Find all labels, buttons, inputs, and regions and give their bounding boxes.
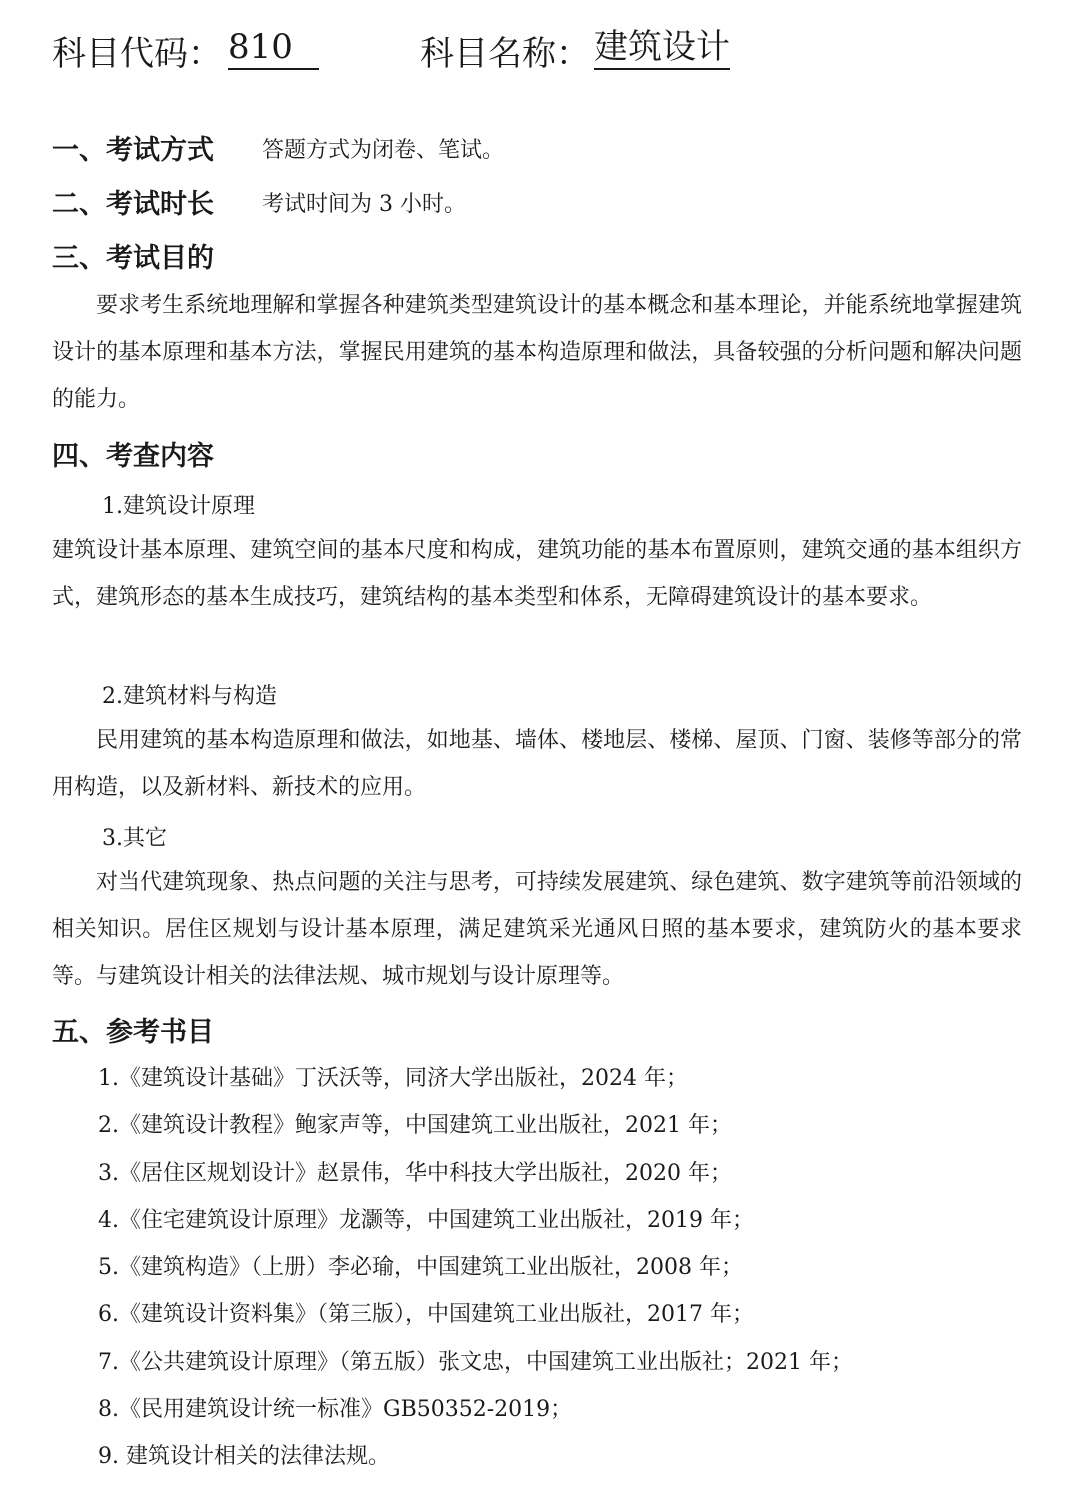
subject-code-label: 科目代码： <box>52 34 222 74</box>
section-exam-purpose-title: 三、考试目的 <box>52 243 214 274</box>
reference-item: 3.《居住区规划设计》赵景伟，华中科技大学出版社，2020 年； <box>98 1160 732 1186</box>
reference-item: 5.《建筑构造》（上册）李必瑜，中国建筑工业出版社，2008 年； <box>98 1255 743 1281</box>
reference-item: 1.《建筑设计基础》丁沃沃等，同济大学出版社，2024 年； <box>98 1066 688 1091</box>
reference-item: 9. 建筑设计相关的法律法规。 <box>98 1444 390 1470</box>
content-sub3-title: 3.其它 <box>102 826 167 851</box>
section-exam-purpose-text: 要求考生系统地理解和掌握各种建筑类型建筑设计的基本概念和基本理论，并能系统地掌握建筑设计的基本原理和基本方法，掌握民用建筑的基本构造原理和做法，具备较强的分析问题和解决问题的能力。 <box>52 293 1022 412</box>
section-exam-duration-title: 二、考试时长 <box>52 189 214 220</box>
subject-name-label: 科目名称： <box>420 34 590 74</box>
content-sub1-title: 1.建筑设计原理 <box>102 494 255 519</box>
subject-name-value: 建筑设计 <box>594 26 730 70</box>
reference-item: 7.《公共建筑设计原理》（第五版）张文忠，中国建筑工业出版社；2021 年； <box>98 1349 853 1375</box>
section-exam-format-text: 答题方式为闭卷、笔试。 <box>262 138 505 163</box>
content-sub2-title: 2.建筑材料与构造 <box>102 684 277 709</box>
reference-item: 4.《住宅建筑设计原理》龙灏等，中国建筑工业出版社，2019 年； <box>98 1207 754 1233</box>
reference-list <box>98 1060 853 1486</box>
section-exam-content-title: 四、考查内容 <box>52 441 214 472</box>
content-sub1-text: 建筑设计基本原理、建筑空间的基本尺度和构成，建筑功能的基本布置原则，建筑交通的基本组织方式，建筑形态的基本生成技巧，建筑结构的基本类型和体系，无障碍建筑设计的基本要求。 <box>52 538 1022 610</box>
content-sub2-text: 民用建筑的基本构造原理和做法，如地基、墙体、楼地层、楼梯、屋顶、门窗、装修等部分的常用构造，以及新材料、新技术的应用。 <box>52 728 1022 800</box>
reference-item: 6.《建筑设计资料集》（第三版），中国建筑工业出版社，2017 年； <box>98 1302 754 1328</box>
reference-item: 8.《民用建筑设计统一标准》GB50352-2019； <box>98 1397 573 1423</box>
content-sub3-text: 对当代建筑现象、热点问题的关注与思考，可持续发展建筑、绿色建筑、数字建筑等前沿领域的相关知识。居住区规划与设计基本原理，满足建筑采光通风日照的基本要求，建筑防火的基本要求等。与建筑设计相关的法律法规、城市规划与设计原理等。 <box>52 870 1022 989</box>
section-references-title: 五、参考书目 <box>52 1017 214 1048</box>
reference-item: 2.《建筑设计教程》鲍家声等，中国建筑工业出版社，2021 年； <box>98 1113 732 1139</box>
section-exam-format-title: 一、考试方式 <box>52 135 214 166</box>
subject-header <box>52 26 1052 76</box>
subject-code-value: 810 <box>228 26 319 70</box>
section-exam-duration-text: 考试时间为 3 小时。 <box>262 192 466 217</box>
